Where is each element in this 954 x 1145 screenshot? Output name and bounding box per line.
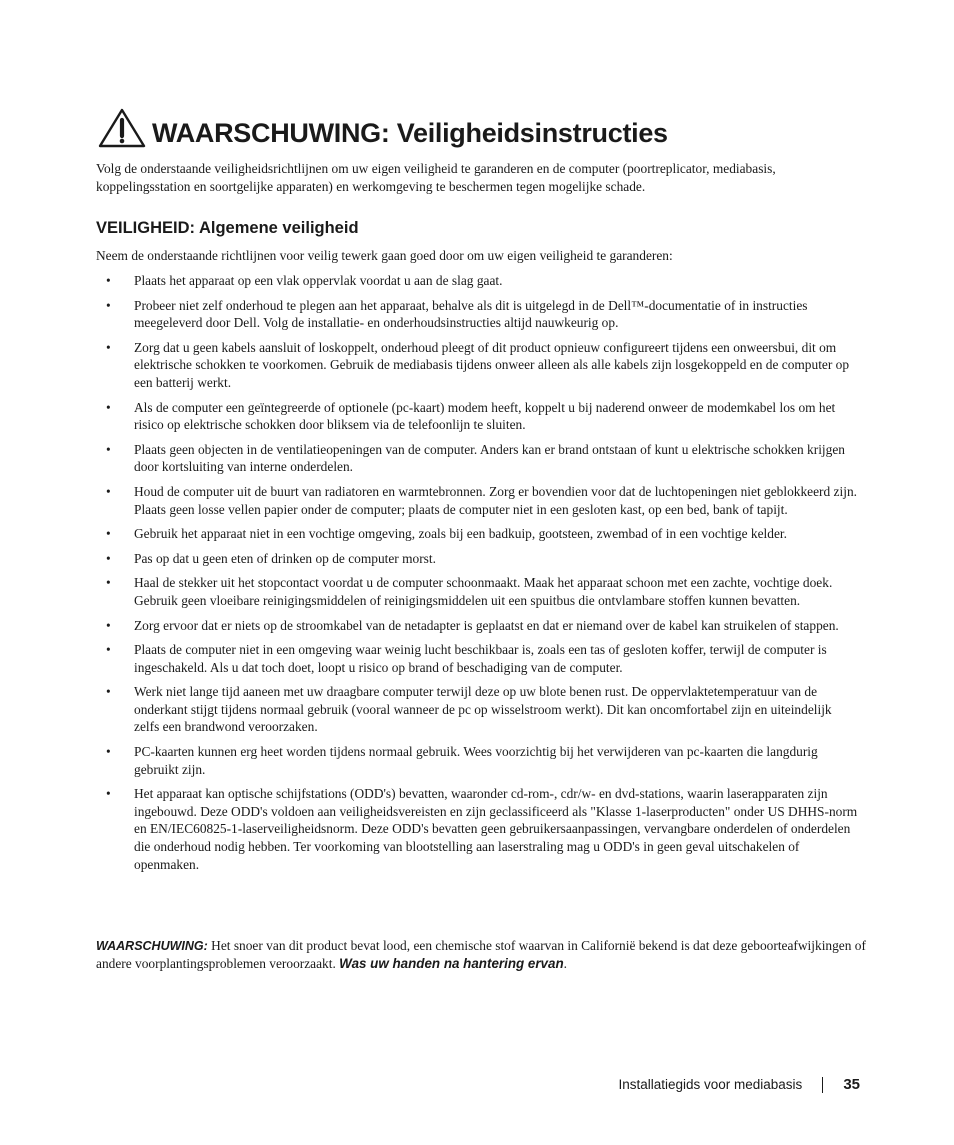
list-item [96,297,858,332]
bullet-glyph: • [106,684,111,700]
list-item-text: Pas op dat u geen eten of drinken op de computer morst. [134,550,436,566]
bullet-glyph: • [106,550,111,566]
list-item [96,441,858,476]
list-item-text: Plaats het apparaat op een vlak oppervlak voordat u aan de slag gaat. [134,273,503,288]
list-item [96,617,858,635]
bullet-glyph: • [106,399,111,415]
list-item [96,574,858,609]
list-item-text: Plaats geen objecten in de ventilatieopeningen van de computer. Anders kan er brand ontstaan of kunt u elektrische schokken krijgen door kortsluiting van interne onderdelen. [134,441,845,475]
warning-text: Het snoer van dit product bevat lood, een chemische stof waarvan in Californië bekend is dat deze geboorteafwijkingen of andere voorplantingsproblemen veroorzaakt. [96,938,866,971]
bullet-glyph: • [106,339,111,355]
list-item-text: Zorg dat u geen kabels aansluit of loskoppelt, onderhoud pleegt of dit product opnieuw configureert tijdens een onweersbui, dit om elektrische schokken te voorkomen. Gebruik de mediabasis tijdens onweer alleen als alle kabels zijn losgekoppeld en de computer op een batterij werkt. [134,339,850,390]
list-item-text: Probeer niet zelf onderhoud te plegen aan het apparaat, behalve als dit is uitgelegd in de Dell™-documentatie of in instructies meegeleverd door Dell. Volg de installatie- en onderhoudsinstructies altijd nauwkeurig op. [134,297,808,331]
bullet-glyph: • [106,441,111,457]
page-title: WAARSCHUWING: Veiligheidsinstructies [152,118,668,148]
intro-paragraph: Volg de onderstaande veiligheidsrichtlijnen om uw eigen veiligheid te garanderen en de computer (poortreplicator, mediabasis, koppelingsstation en soortgelijke apparaten) en werkomgeving te beschermen tegen mogelijke schade. [96,161,776,194]
bullet-glyph: • [106,273,111,288]
bullet-glyph: • [106,642,111,658]
page-number: 35 [843,1076,860,1093]
warning-emphasis: Was uw handen na hantering ervan [339,956,564,971]
title-row [98,108,668,148]
list-item [96,483,858,518]
list-item-text: Houd de computer uit de buurt van radiatoren en warmtebronnen. Zorg er bovendien voor dat de luchtopeningen niet geblokkeerd zijn. Plaats geen losse vellen papier onder de computer; plaats de computer niet in een gesloten kast, op een bed, bank of tapijt. [134,483,857,517]
page-footer [618,1076,860,1093]
lead-warning-note [96,937,866,973]
bullet-glyph: • [106,786,111,802]
bullet-glyph: • [106,526,111,542]
list-item-text: Werk niet lange tijd aaneen met uw draagbare computer terwijl deze op uw blote benen rust. De oppervlaktetemperatuur van de onderkant stijgt tijdens normaal gebruik (vooral wanneer de pc op wisselstroom werkt). Dit kan oncomfortabel zijn en uiteindelijk zelfs een brandwond veroorzaken. [134,684,832,735]
list-item-text: Zorg ervoor dat er niets op de stroomkabel van de netadapter is geplaatst en dat er niemand over de kabel kan struikelen of stappen. [134,617,839,633]
list-item [96,550,858,568]
list-item-text: Het apparaat kan optische schijfstations (ODD's) bevatten, waaronder cd-rom-, cdr/w- en dvd-stations, waarin laserapparaten zijn ingebouwd. Deze ODD's voldoen aan veiligheidsvereisten en zijn geclassificeerd als "Klasse 1-laserproducten" onder US DHHS-norm en EN/IEC60825-1-laserveiligheidsnorm. Deze ODD's bevatten geen gebruikersaanpassingen, vervangbare onderdelen of onderdelen die onderhoud nodig hebben. Ter voorkoming van blootstelling aan laserstraling mag u ODD's in geen geval uitschakelen of openmaken. [134,786,858,872]
warning-triangle-icon [98,108,146,148]
footer-guide-title: Installatiegids voor mediabasis [618,1077,803,1092]
list-item [96,785,858,873]
bullet-glyph: • [106,617,111,633]
list-item [96,743,858,778]
list-item [96,399,858,434]
list-item [96,272,858,290]
warning-label: WAARSCHUWING: [96,939,208,953]
list-item [96,683,858,736]
list-item [96,525,858,543]
bullet-glyph: • [106,297,111,313]
warning-end: . [563,956,567,971]
bullet-glyph: • [106,744,111,760]
safety-list [96,272,858,880]
list-item [96,641,858,676]
section-heading: VEILIGHEID: Algemene veiligheid [96,219,359,237]
list-item-text: Haal de stekker uit het stopcontact voordat u de computer schoonmaakt. Maak het apparaat schoon met een zachte, vochtige doek. Gebruik geen vloeibare reinigingsmiddelen of reinigingsmiddelen uit een spuitbus die ontvlambare stoffen kunnen bevatten. [134,575,833,608]
list-item-text: Als de computer een geïntegreerde of optionele (pc-kaart) modem heeft, koppelt u bij naderend onweer de modemkabel los om het risico op elektrische schokken door bliksem via de telefoonlijn te sluiten. [134,399,836,433]
bullet-glyph: • [106,483,111,499]
lead-paragraph: Neem de onderstaande richtlijnen voor veilig tewerk gaan goed door om uw eigen veiligheid te garanderen: [96,248,673,263]
list-item-text: PC-kaarten kunnen erg heet worden tijdens normaal gebruik. Wees voorzichtig bij het verwijderen van pc-kaarten die langdurig gebruikt zijn. [134,744,818,777]
list-item-text: Plaats de computer niet in een omgeving waar weinig lucht beschikbaar is, zoals een tas of gesloten koffer, terwijl de computer is ingeschakeld. Als u dat toch doet, loopt u risico op brand of beschadiging van de computer. [134,642,827,675]
bullet-glyph: • [106,575,111,591]
list-item-text: Gebruik het apparaat niet in een vochtige omgeving, zoals bij een badkuip, gootsteen, zwembad of in een vochtige kelder. [134,526,787,542]
footer-divider [822,1077,823,1093]
list-item [96,339,858,392]
